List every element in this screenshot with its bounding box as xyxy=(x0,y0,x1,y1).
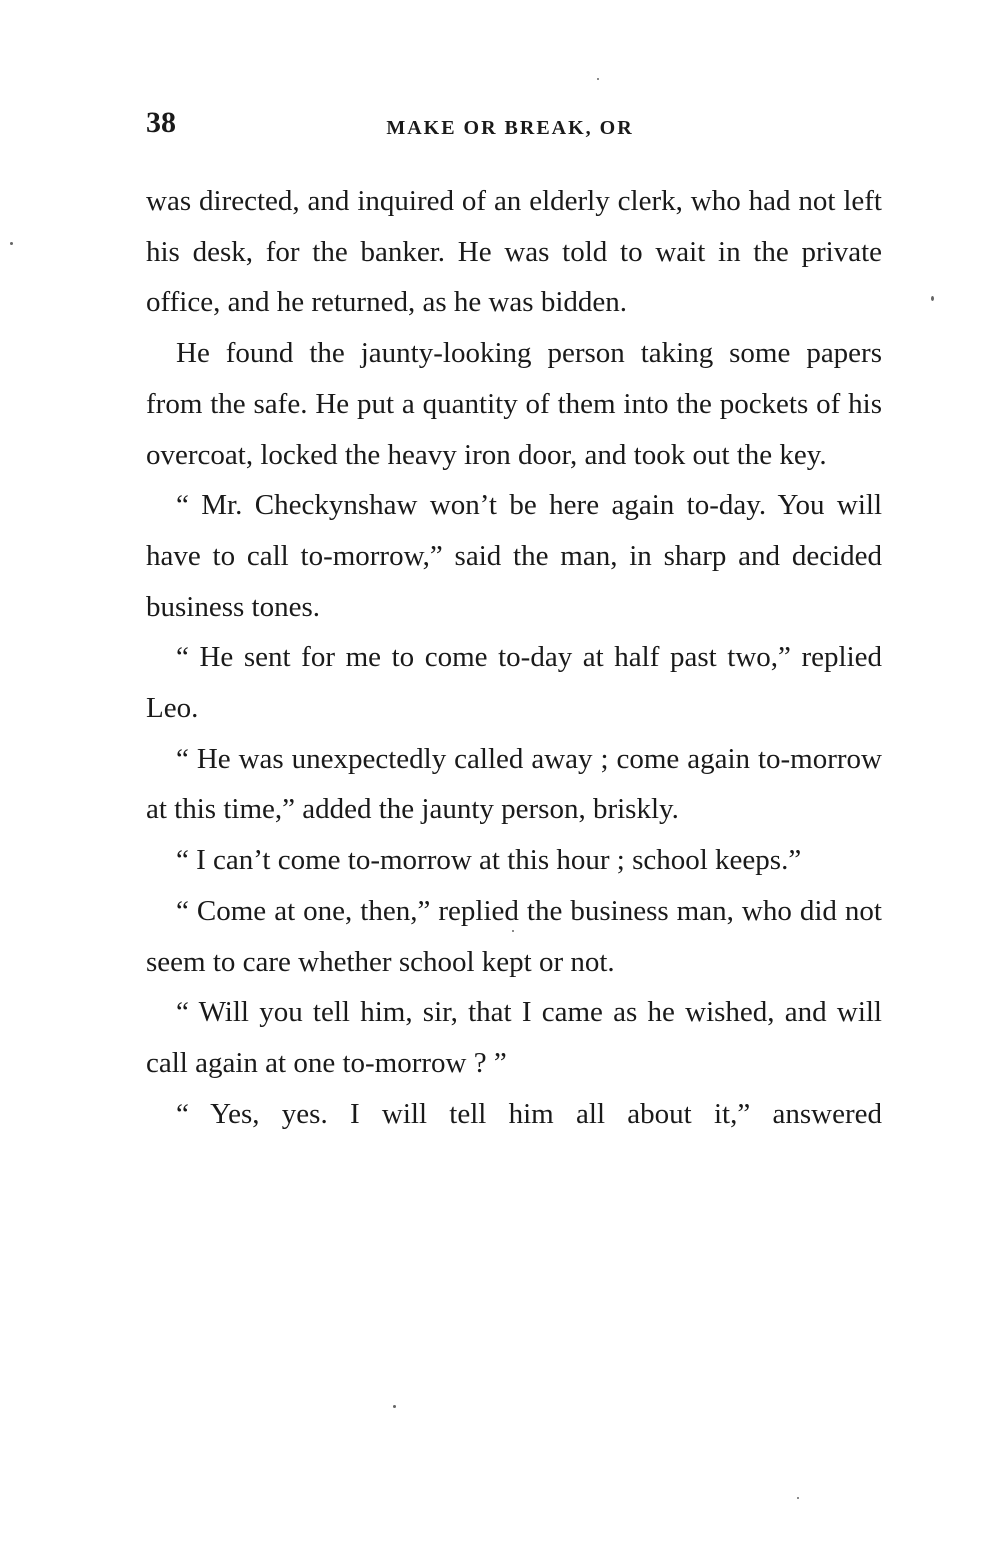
page-number: 38 xyxy=(146,106,176,139)
body-text xyxy=(146,176,882,1139)
paragraph: “ He was unexpectedly called away ; come again to-morrow at this time,” added the jaunty person, briskly. xyxy=(146,742,882,826)
paragraph: “ I can’t come to-morrow at this hour ; school keeps.” xyxy=(176,844,802,877)
paragraph: was directed, and inquired of an elderly clerk, who had not left his desk, for the banker. He was told to wait in the private office, and he returned, as he was bidden. xyxy=(146,185,882,319)
scan-speck xyxy=(393,1405,396,1408)
paragraph: He found the jaunty-looking person taking some papers from the safe. He put a quantity of them into the pockets of his overcoat, locked the heavy iron door, and took out the key. xyxy=(146,337,882,471)
paragraph: “ Yes, yes. I will tell him all about it,” answered xyxy=(176,1097,882,1130)
running-title: MAKE OR BREAK, OR xyxy=(386,117,634,139)
paragraph: “ Will you tell him, sir, that I came as he wished, and will call again at one to-morrow ? ” xyxy=(146,996,882,1079)
paragraph: “ Mr. Checkynshaw won’t be here again to-day. You will have to call to-morrow,” said the man, in sharp and decided business tones. xyxy=(146,489,882,623)
scan-speck xyxy=(797,1497,799,1499)
scan-speck xyxy=(10,242,13,245)
paragraph: “ He sent for me to come to-day at half past two,” replied Leo. xyxy=(146,641,882,725)
scan-speck xyxy=(931,296,934,301)
paragraph: “ Come at one, then,” replied the business man, who did not seem to care whether school kept or not. xyxy=(146,894,882,978)
scan-speck xyxy=(597,78,599,80)
scan-speck xyxy=(512,930,514,932)
